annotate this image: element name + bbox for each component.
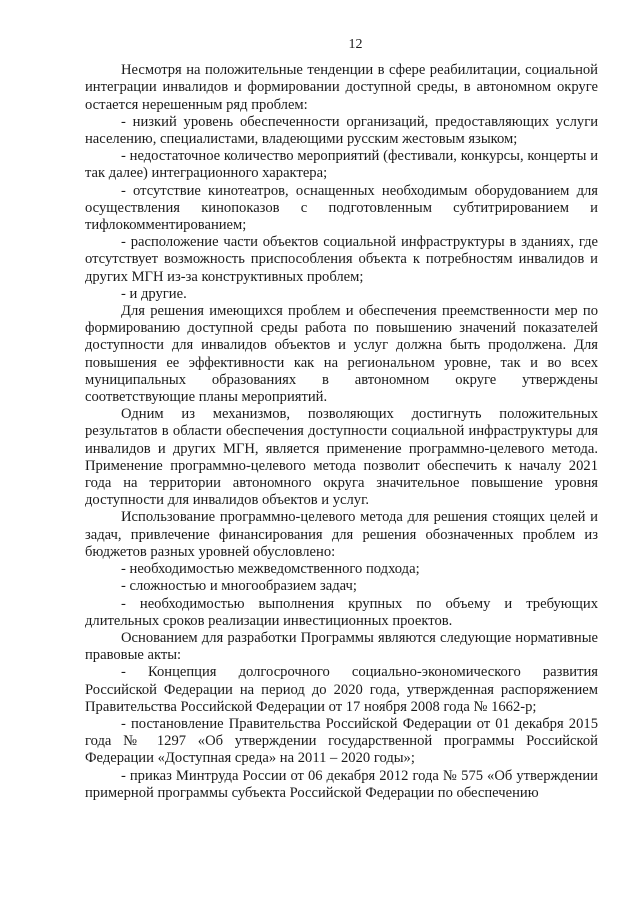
paragraph-solution: Для решения имеющихся проблем и обеспечения преемственности мер по формированию доступной среды работа по повышению значений показателей доступности для инвалидов объектов и услуг должна быть продолжена. Для повышения ее эффективности как на региональном уровне, так и во всех муниципальных образованиях в автономном округе утверждены соответствующие планы мероприятий.: [85, 303, 598, 406]
list-item-reason-1: - необходимостью межведомственного подхода;: [121, 561, 420, 578]
list-item-problem-5: - и другие.: [121, 285, 187, 302]
list-item-reason-3: - необходимостью выполнения крупных по объему и требующих длительных сроков реализации инвестиционных проектов.: [85, 595, 598, 629]
list-item-act-2: - постановление Правительства Российской Федерации от 01 декабря 2015 года № 1297 «Об утверждении государственной программы Российской Федерации «Доступная среда» на 2011 – 2020 годы»;: [85, 715, 598, 767]
list-item-problem-1: - низкий уровень обеспеченности организаций, предоставляющих услуги населению, специалистами, владеющими русским жестовым языком;: [85, 113, 598, 148]
list-item-problem-3: - отсутствие кинотеатров, оснащенных необходимым оборудованием для осуществления кинопоказов с подготовленным субтитрированием и тифлокомментированием;: [85, 182, 598, 234]
list-item-act-1: - Концепция долгосрочного социально-экономического развития Российской Федерации на период до 2020 года, утвержденная распоряжением Правительства Российской Федерации от 17 ноября 2008 года № 1662-р;: [85, 664, 598, 715]
list-item-act-3: - приказ Минтруда России от 06 декабря 2012 года № 575 «Об утверждении примерной программы субъекта Российской Федерации по обеспечению: [85, 767, 598, 801]
list-item-problem-2: - недостаточное количество мероприятий (фестивали, конкурсы, концерты и так далее) интеграционного характера;: [85, 148, 598, 182]
paragraph-intro: Несмотря на положительные тенденции в сфере реабилитации, социальной интеграции инвалидов и формировании доступной среды, в автономном округе остается нерешенным ряд проблем:: [85, 62, 598, 113]
paragraph-method-use: Использование программно-целевого метода для решения стоящих целей и задач, привлечение финансирования для решения обозначенных проблем из бюджетов разных уровней обусловлено:: [85, 509, 598, 560]
paragraph-legal-basis: Основанием для разработки Программы являются следующие нормативные правовые акты:: [85, 629, 598, 664]
list-item-problem-4: - расположение части объектов социальной инфраструктуры в зданиях, где отсутствует возможность приспособления объекта к потребностям инвалидов и других МГН из-за конструктивных проблем;: [85, 234, 598, 285]
page-number: 12: [348, 37, 363, 52]
paragraph-method: Одним из механизмов, позволяющих достигнуть положительных результатов в области обеспечения доступности социальной инфраструктуры для инвалидов и других МГН, является применение программно-целевого метода. Применение программно-целевого метода позволит обеспечить к началу 2021 года на территории автономного округа значительное повышение уровня доступности для инвалидов объектов и услуг.: [85, 406, 598, 509]
list-item-reason-2: - сложностью и многообразием задач;: [121, 578, 357, 595]
